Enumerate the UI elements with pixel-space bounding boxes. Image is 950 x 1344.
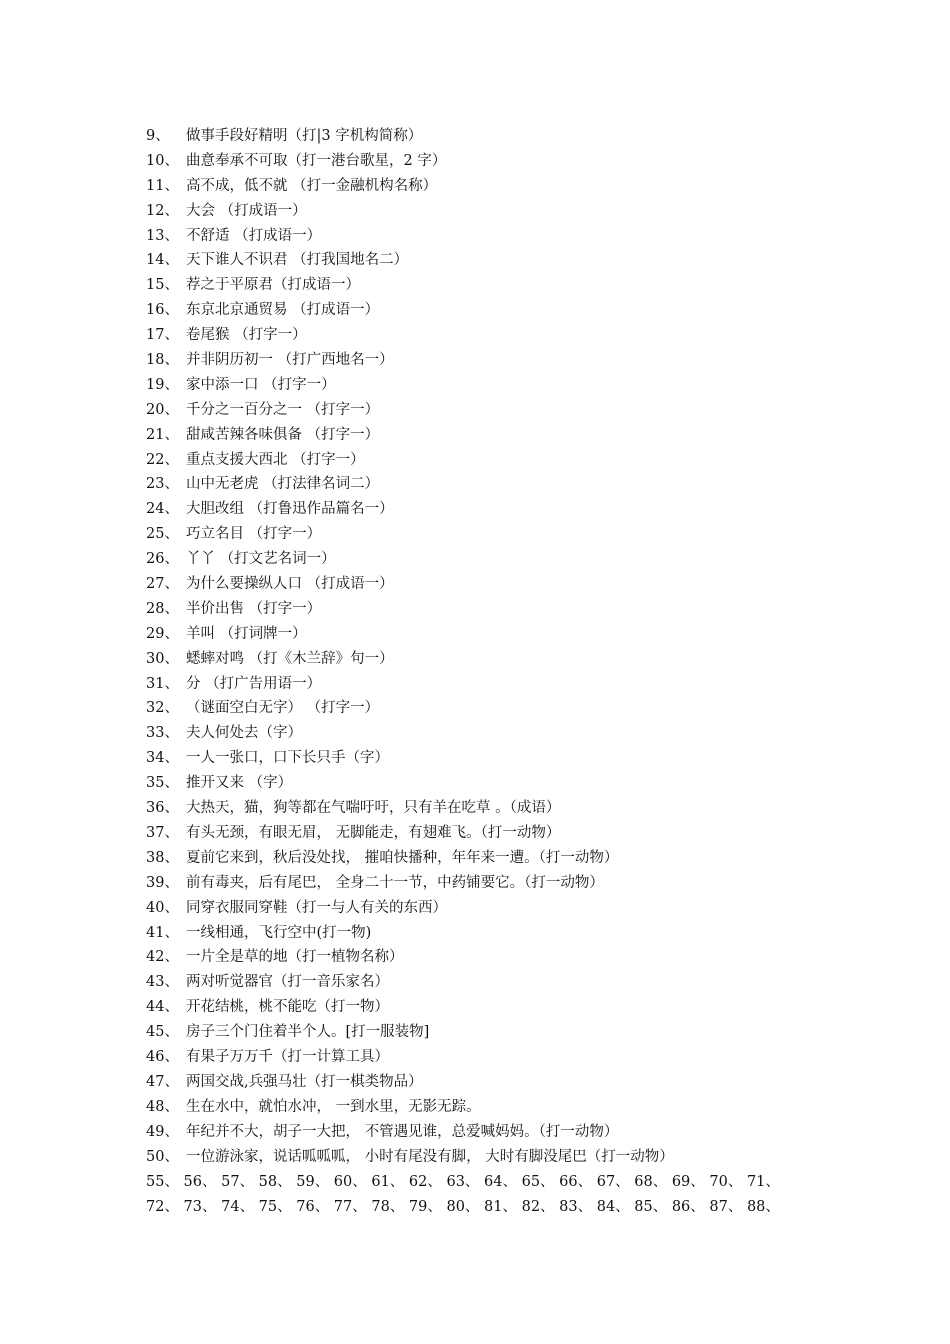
riddle-line <box>146 846 906 871</box>
riddle-line <box>146 1095 906 1120</box>
riddle-text: 大会 （打成语一） <box>186 202 307 219</box>
riddle-text: 夫人何处去（字） <box>186 725 302 742</box>
riddle-line <box>146 199 906 224</box>
riddle-line <box>146 970 906 995</box>
riddle-text: 家中添一口 （打字一） <box>186 376 336 393</box>
riddle-text: 前有毒夹，后有尾巴， 全身二十一节，中药铺要它。（打一动物） <box>186 874 604 891</box>
riddle-number: 32、 <box>146 700 179 717</box>
riddle-number: 46、 <box>146 1048 179 1065</box>
riddle-line <box>146 921 906 946</box>
riddle-text: 同穿衣服同穿鞋（打一与人有关的东西） <box>186 899 447 916</box>
riddle-text: 重点支援大西北 （打字一） <box>186 451 365 468</box>
riddle-text: 荐之于平原君（打成语一） <box>186 277 360 294</box>
riddle-line <box>146 945 906 970</box>
riddle-number: 23、 <box>146 476 179 493</box>
riddle-text: 年纪并不大，胡子一大把， 不管遇见谁，总爱喊妈妈。（打一动物） <box>186 1123 619 1140</box>
riddle-number: 50、 <box>146 1148 179 1165</box>
riddle-text: 分 （打广告用语一） <box>186 675 322 692</box>
riddle-line <box>146 423 906 448</box>
riddle-line <box>146 1070 906 1095</box>
riddle-text: 两国交战,兵强马壮（打一棋类物品） <box>186 1073 423 1090</box>
number-row-1: 55、 56、 57、 58、 59、 60、 61、 62、 63、 64、 65、 66、 67、 68、 69、 70、 71、 <box>146 1174 780 1190</box>
riddle-number: 12、 <box>146 202 179 219</box>
riddle-text: 天下谁人不识君 （打我国地名二） <box>186 252 409 269</box>
riddle-text: 做事手段好精明（打|3 字机构简称） <box>186 128 423 144</box>
riddle-text: 有头无颈，有眼无眉， 无脚能走，有翅难飞。（打一动物） <box>186 824 561 841</box>
riddle-line <box>146 672 906 697</box>
riddle-number: 15、 <box>146 277 179 294</box>
riddle-list <box>146 124 906 1169</box>
riddle-text: 夏前它来到，秋后没处找， 摧咱快播种，年年来一遭。（打一动物） <box>186 849 619 866</box>
riddle-number: 28、 <box>146 600 179 617</box>
riddle-text: （谜面空白无字） （打字一） <box>186 700 380 717</box>
riddle-text: 开花结桃，桃不能吃（打一物） <box>186 999 389 1016</box>
riddle-line <box>146 597 906 622</box>
riddle-line <box>146 721 906 746</box>
riddle-text: 推开又来 （字） <box>186 775 293 792</box>
riddle-text: 曲意奉承不可取（打一港台歌星，2 字） <box>186 152 447 169</box>
riddle-number: 48、 <box>146 1098 179 1115</box>
riddle-text: 东京北京通贸易 （打成语一） <box>186 302 380 319</box>
riddle-line <box>146 323 906 348</box>
riddle-line <box>146 746 906 771</box>
riddle-line <box>146 348 906 373</box>
riddle-number: 39、 <box>146 874 179 891</box>
riddle-text: 不舒适 （打成语一） <box>186 227 322 244</box>
riddle-line <box>146 995 906 1020</box>
riddle-text: 大胆改组 （打鲁迅作品篇名一） <box>186 501 394 518</box>
riddle-line <box>146 647 906 672</box>
riddle-line <box>146 796 906 821</box>
riddle-number: 9、 <box>146 128 170 144</box>
riddle-text: 一线相通，飞行空中(打一物) <box>186 924 372 941</box>
riddle-line <box>146 298 906 323</box>
riddle-line <box>146 696 906 721</box>
riddle-number: 26、 <box>146 551 179 568</box>
riddle-text: 为什么要操纵人口 （打成语一） <box>186 576 394 593</box>
riddle-text: 卷尾猴 （打字一） <box>186 327 307 344</box>
riddle-line <box>146 896 906 921</box>
riddle-line <box>146 373 906 398</box>
riddle-number: 45、 <box>146 1024 179 1041</box>
riddle-line <box>146 1045 906 1070</box>
riddle-number: 25、 <box>146 526 179 543</box>
riddle-number: 36、 <box>146 800 179 817</box>
riddle-text: 甜咸苦辣各味俱备 （打字一） <box>186 426 380 443</box>
riddle-line <box>146 1145 906 1170</box>
riddle-number: 18、 <box>146 352 179 369</box>
riddle-line <box>146 771 906 796</box>
riddle-text: 大热天，猫，狗等都在气喘吁吁，只有羊在吃草 。（成语） <box>186 800 561 817</box>
riddle-line <box>146 124 906 149</box>
riddle-line <box>146 622 906 647</box>
riddle-text: 蟋蟀对鸣 （打《木兰辞》句一） <box>186 650 394 667</box>
riddle-line <box>146 871 906 896</box>
riddle-line <box>146 224 906 249</box>
riddle-text: 巧立名目 （打字一） <box>186 526 322 543</box>
riddle-line <box>146 398 906 423</box>
riddle-number: 13、 <box>146 227 179 244</box>
riddle-line <box>146 821 906 846</box>
riddle-number: 29、 <box>146 625 179 642</box>
riddle-line <box>146 522 906 547</box>
riddle-text: 房子三个门住着半个人。[打一服装物] <box>186 1024 430 1041</box>
riddle-number: 30、 <box>146 650 179 667</box>
riddle-number: 10、 <box>146 152 179 169</box>
riddle-number: 27、 <box>146 576 179 593</box>
riddle-text: 千分之一百分之一 （打字一） <box>186 401 380 418</box>
riddle-text: 两对听觉器官（打一音乐家名） <box>186 974 389 991</box>
riddle-text: 半价出售 （打字一） <box>186 600 322 617</box>
riddle-text: 丫丫 （打文艺名词一） <box>186 551 336 568</box>
riddle-text: 生在水中，就怕水冲， 一到水里，无影无踪。 <box>186 1098 481 1115</box>
riddle-number: 33、 <box>146 725 179 742</box>
riddle-text: 羊叫 （打词牌一） <box>186 625 307 642</box>
riddle-number: 24、 <box>146 501 179 518</box>
riddle-text: 高不成，低不就 （打一金融机构名称） <box>186 177 438 194</box>
riddle-line <box>146 174 906 199</box>
riddle-line <box>146 572 906 597</box>
riddle-number: 35、 <box>146 775 179 792</box>
riddle-number: 20、 <box>146 401 179 418</box>
riddle-number: 43、 <box>146 974 179 991</box>
riddle-line <box>146 273 906 298</box>
riddle-number: 34、 <box>146 750 179 767</box>
riddle-line <box>146 472 906 497</box>
riddle-number: 22、 <box>146 451 179 468</box>
riddle-line <box>146 149 906 174</box>
riddle-number: 16、 <box>146 302 179 319</box>
riddle-number: 19、 <box>146 376 179 393</box>
riddle-number: 40、 <box>146 899 179 916</box>
riddle-text: 并非阴历初一 （打广西地名一） <box>186 352 394 369</box>
number-row-2: 72、 73、 74、 75、 76、 77、 78、 79、 80、 81、 82、 83、 84、 85、 86、 87、 88、 <box>146 1199 780 1215</box>
riddle-number: 31、 <box>146 675 179 692</box>
riddle-number: 14、 <box>146 252 179 269</box>
riddle-number: 49、 <box>146 1123 179 1140</box>
riddle-number: 21、 <box>146 426 179 443</box>
riddle-number: 42、 <box>146 949 179 966</box>
riddle-text: 山中无老虎 （打法律名词二） <box>186 476 380 493</box>
riddle-line <box>146 1120 906 1145</box>
riddle-text: 有果子万万千（打一计算工具） <box>186 1048 389 1065</box>
riddle-line <box>146 1020 906 1045</box>
riddle-line <box>146 448 906 473</box>
riddle-number: 38、 <box>146 849 179 866</box>
riddle-number: 47、 <box>146 1073 179 1090</box>
riddle-number: 44、 <box>146 999 179 1016</box>
riddle-number: 17、 <box>146 327 179 344</box>
riddle-line <box>146 248 906 273</box>
riddle-line <box>146 547 906 572</box>
riddle-number: 37、 <box>146 824 179 841</box>
riddle-number: 41、 <box>146 924 179 941</box>
riddle-text: 一位游泳家，说话呱呱呱， 小时有尾没有脚， 大时有脚没尾巴（打一动物） <box>186 1148 674 1165</box>
riddle-text: 一片全是草的地（打一植物名称） <box>186 949 404 966</box>
riddle-number: 11、 <box>146 177 179 194</box>
riddle-line <box>146 497 906 522</box>
riddle-text: 一人一张口，口下长只手（字） <box>186 750 389 767</box>
